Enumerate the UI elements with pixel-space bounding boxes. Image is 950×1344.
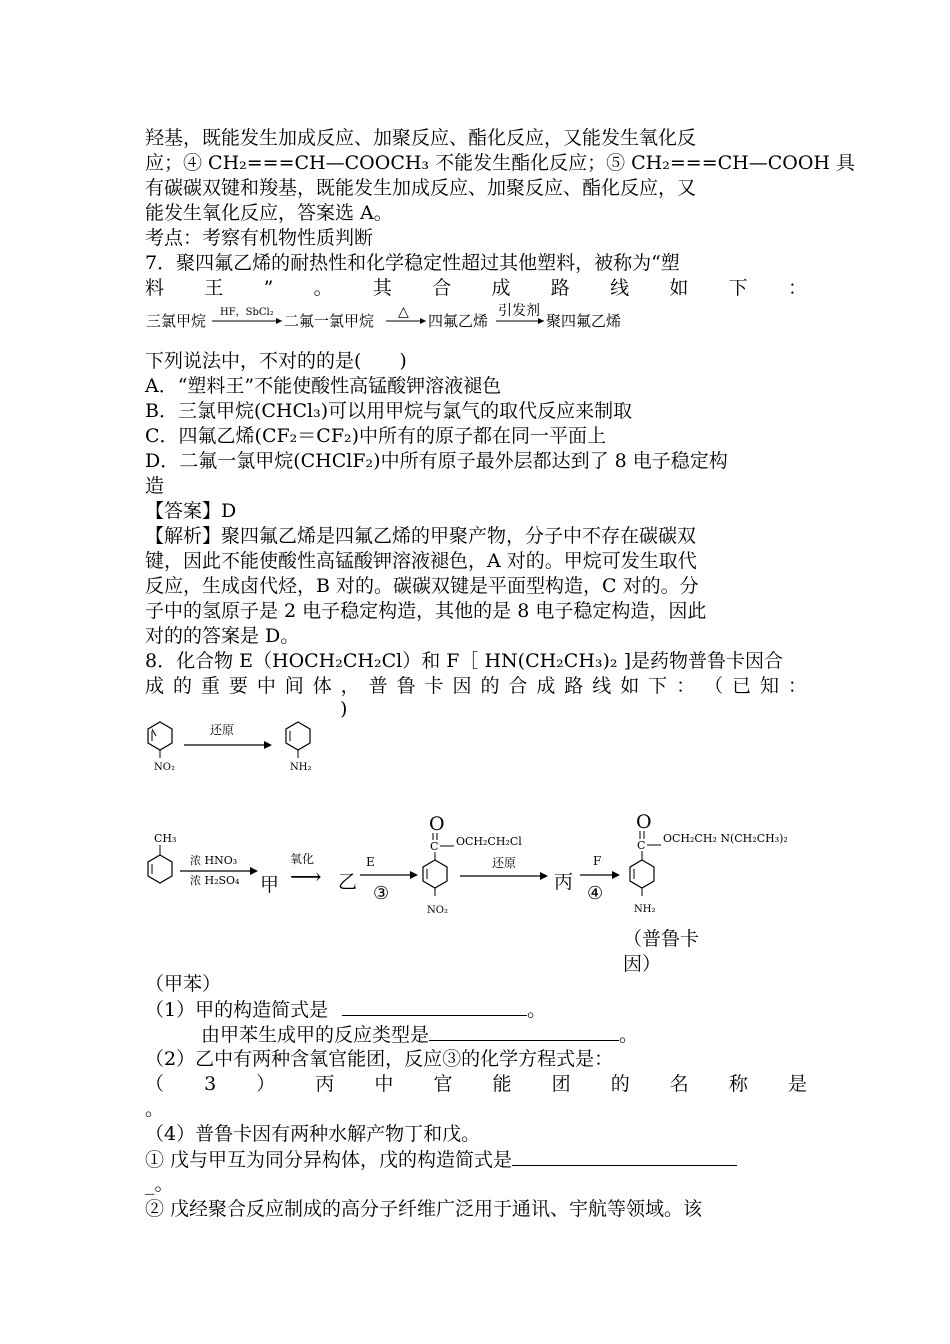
synthesis-route-scheme [140,300,660,336]
question-7-stem: 7．聚四氟乙烯的耐热性和化学稳定性超过其他塑料，被称为“塑 [145,252,680,274]
analysis-line: 键，因此不能使酸性高锰酸钾溶液褪色，A 对的。甲烷可发生取代 [145,550,697,572]
p3-char: 的 [610,1073,630,1095]
p3-char: 名 [669,1073,689,1095]
stem-char: 体 [312,675,332,697]
compound-bing: 丙 [554,871,574,893]
stem-char: 鲁 [396,675,416,697]
stem-char: 合 [508,675,528,697]
stem-char: 成 [536,675,556,697]
arrow-step-2: ⟶ [290,865,322,890]
stem-char: 重 [200,675,220,697]
p3-char: （ [145,1073,165,1095]
p3-char: 是 [787,1073,807,1095]
option-d-cont: 造 [145,475,165,497]
stem-char: 料 [145,277,165,299]
stem-char: 成 [491,277,511,299]
part-4-1 [145,1147,807,1172]
svg-text:NO₂: NO₂ [154,762,175,773]
route-substance-2: 二氟一氯甲烷 [284,312,375,330]
step-5-number: ④ [587,883,604,904]
part-3-justified [145,1072,807,1096]
p3-char: 能 [492,1073,512,1095]
stem-char: （ [704,675,724,697]
reagent-reduction: 还原 [492,856,517,870]
stem-char: 的 [172,675,192,697]
reagent-e: E [366,855,375,869]
analysis-line: 反应，生成卤代烃，B 对的。碳碳双键是平面型构造，C 对的。分 [145,575,699,597]
part-1a-text: （1）甲的构造简式是 [145,999,329,1021]
period: 。 [619,1024,639,1046]
route-substance-1: 三氯甲烷 [146,312,207,330]
methyl-label: CH₃ [154,832,177,845]
step-3-number: ③ [373,883,390,904]
known-arrowhead [264,741,272,749]
route-arrowhead-1 [276,318,282,324]
p3-char: 称 [728,1073,748,1095]
compound-jia: 甲 [260,874,280,896]
route-substance-4: 聚四氟乙烯 [546,312,622,330]
stem-char: 中 [256,675,276,697]
known-reaction-diagram [140,712,340,778]
question-7-stem-justified [145,276,807,300]
stem-char: ， [340,675,360,697]
text-line: 考点：考察有机物性质判断 [145,227,374,249]
stem-char: 知 [759,675,779,697]
toluene-label: （甲苯） [145,973,222,995]
reagent-f: F [593,854,602,868]
part-4-1-end: _。 [145,1173,174,1195]
option-d: D．二氟一氯甲烷(CHClF₂)中所有原子最外层都达到了 8 电子稳定构 [145,450,728,472]
part-4-1-text: ① 戊与甲互为同分异构体，戊的构造简式是 [145,1149,513,1171]
stem-close-paren: ) [340,698,348,720]
stem-char: ： [787,675,807,697]
stem-char: 间 [284,675,304,697]
question-7-ask: 下列说法中，不对的的是( ) [145,350,407,372]
stem-char: ： [676,675,696,697]
p3-char: 丙 [315,1073,335,1095]
stem-char: 线 [610,277,630,299]
carbonyl-carbon-2: C [637,839,646,852]
text-line: 能发生氧化反应，答案选 A。 [145,202,393,224]
ester-group-2: OCH₂CH₂ N(CH₂CH₃)₂ [663,832,788,845]
p3-char: 3 [204,1073,217,1095]
reagent-h2so4: 浓 H₂SO₄ [190,874,240,887]
carbonyl-oxygen-2: O [636,811,652,833]
carbonyl-carbon: C [430,840,439,853]
procaine-label-1: （普鲁卡 [623,928,700,950]
stem-char: 普 [368,675,388,697]
stem-char: 下 [728,277,748,299]
nitro-label: NO₂ [427,905,448,916]
option-b: B．三氯甲烷(CHCl₃)可以用甲烷与氯气的取代反应来制取 [145,400,633,422]
reagent-oxidation: 氧化 [290,852,315,866]
stem-char: 合 [432,277,452,299]
route-substance-3: 四氟乙烯 [428,312,489,330]
p3-char: ） [256,1073,276,1095]
p3-char: 官 [433,1073,453,1095]
compound-yi: 乙 [338,871,358,893]
stem-char: ： [787,277,807,299]
period: 。 [527,999,547,1021]
stem-char: 路 [550,277,570,299]
part-4-2: ② 戊经聚合反应制成的高分子纤维广泛用于通讯、宇航等领域。该 [145,1198,703,1220]
stem-char: 的 [480,675,500,697]
analysis-line: 对的的答案是 D。 [145,625,300,647]
svg-text:NH₂: NH₂ [290,762,312,773]
ester-group-1: OCH₂CH₂Cl [456,835,522,848]
amino-label: NH₂ [634,904,656,915]
route-condition-3: 引发剂 [498,303,540,319]
part-2: （2）乙中有两种含氧官能团，反应③的化学方程式是： [145,1048,614,1070]
part-4: （4）普鲁卡因有两种水解产物丁和戊。 [145,1123,481,1145]
question-8-stem: 8．化合物 E（HOCH₂CH₂Cl）和 F［ HN(CH₂CH₃)₂ ]是药物普鲁卡因合 [145,650,784,672]
p3-char: 团 [551,1073,571,1095]
route-arrowhead-2 [420,318,426,324]
stem-char: 。 [313,277,333,299]
stem-char: 卡 [424,675,444,697]
answer-blank-2[interactable] [429,1022,619,1041]
benzene-ring-nitro [148,722,175,773]
text-line: 羟基，既能发生加成反应、加聚反应、酯化反应，又能发生氧化反 [145,127,697,149]
benzene-ring-amino [286,722,311,773]
p3-char: 中 [374,1073,394,1095]
part-1b-text: 由甲苯生成甲的反应类型是 [201,1024,430,1046]
stem-char: 如 [669,277,689,299]
text-line: 有碳碳双键和羧基，既能发生加成反应、加聚反应、酯化反应，又 [145,177,697,199]
stem-char: 其 [372,277,392,299]
stem-char: ” [263,277,274,299]
stem-char: 因 [452,675,472,697]
stem-char: 路 [564,675,584,697]
procaine-synthesis-scheme [140,800,820,980]
answer: 【答案】D [145,500,237,522]
text-line: 应；④ CH₂===CH—COOCH₃ 不能发生酯化反应；⑤ CH₂===CH—COOH 具 [145,152,856,174]
stem-char: 成 [145,675,165,697]
question-8-stem-justified [145,674,807,698]
route-reagent-1: HF，SbCl₂ [220,307,274,318]
reagent-hno3: 浓 HNO₃ [190,854,238,867]
stem-char: 已 [732,675,752,697]
answer-blank-3[interactable] [512,1147,737,1166]
part-3-end: 。 [145,1098,165,1120]
known-arrow-label: 还原 [210,723,235,737]
analysis-line: 【解析】聚四氟乙烯是四氟乙烯的甲聚产物，分子中不存在碳碳双 [145,525,697,547]
stem-char: 如 [620,675,640,697]
procaine-label-2: 因） [623,953,662,975]
carbonyl-oxygen: O [429,813,445,835]
part-1a [145,997,807,1022]
stem-char: 线 [592,675,612,697]
route-condition-2: △ [398,304,409,320]
part-1b [201,1022,801,1047]
stem-char: 下 [648,675,668,697]
stem-char: 王 [204,277,224,299]
option-c: C．四氟乙烯(CF₂＝CF₂)中所有的原子都在同一平面上 [145,425,607,447]
answer-blank-1[interactable] [342,997,527,1016]
option-a: A．“塑料王”不能使酸性高锰酸钾溶液褪色 [145,375,502,397]
stem-char: 要 [228,675,248,697]
analysis-line: 子中的氢原子是 2 电子稳定构造，其他的是 8 电子稳定构造，因此 [145,600,707,622]
